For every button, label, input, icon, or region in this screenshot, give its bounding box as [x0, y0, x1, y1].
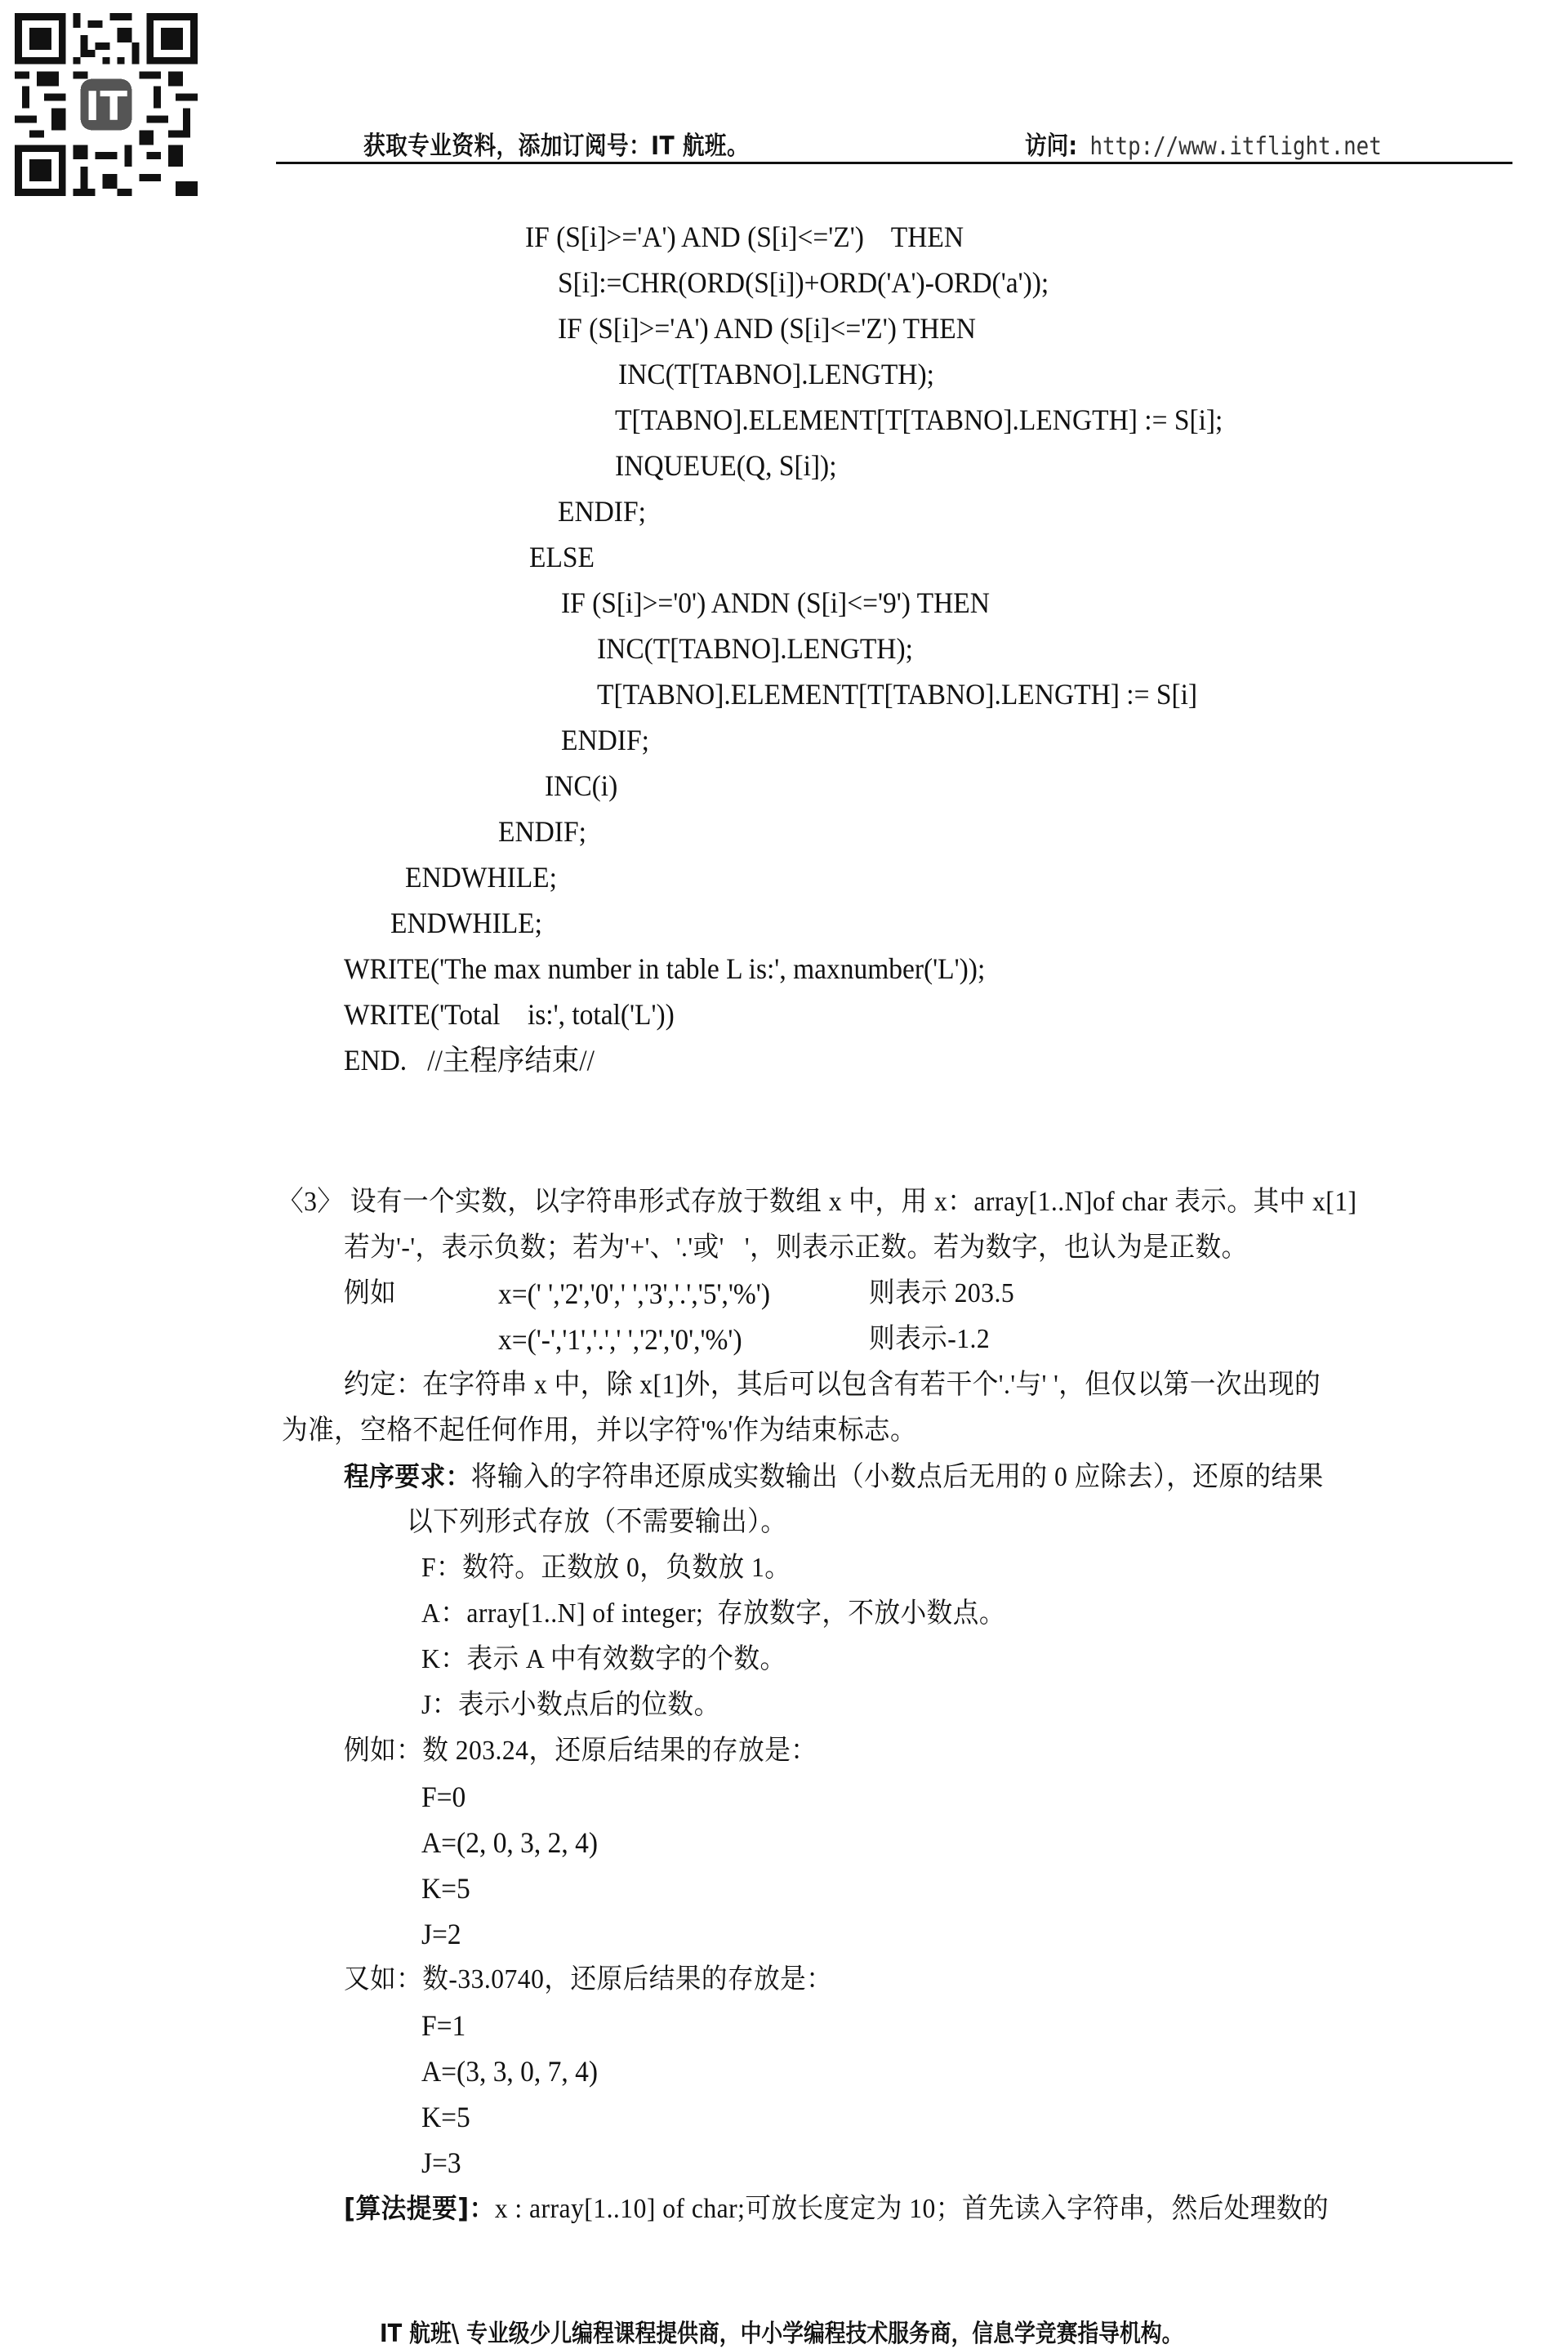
example1-result: 则表示 203.5	[869, 1278, 1015, 1308]
code-line: S[i]:=CHR(ORD(S[i])+ORD('A')-ORD('a'));	[558, 266, 1049, 299]
example-b-value: F=1	[421, 2009, 466, 2042]
requirement-paragraph	[344, 1459, 1324, 1495]
convention-text: 约定：在字符串 x 中，除 x[1]外，其后可以包含有若干个'.'与' '，但仅以第一次出现的	[344, 1370, 1321, 1400]
requirement-text: 将输入的字符串还原成实数输出（小数点后无用的 0 应除去），还原的结果	[470, 1462, 1324, 1492]
code-line: INQUEUE(Q, S[i]);	[615, 449, 837, 482]
code-line: ENDIF;	[558, 495, 646, 528]
requirement-label: 程序要求：	[344, 1460, 471, 1492]
example-b-value: K=5	[421, 2101, 470, 2133]
example-b-value: J=3	[421, 2146, 461, 2179]
problem-intro-cont: 若为'-'，表示负数；若为'+'、'.'或' '，则表示正数。若为数字，也认为是正数。	[344, 1232, 1248, 1263]
code-line: END. //主程序结束//	[344, 1044, 595, 1076]
visit-label: 访问:	[1025, 131, 1077, 161]
algorithm-label: [算法提要]：	[344, 2192, 495, 2224]
header-subscribe-text: 获取专业资料，添加订阅号：IT 航班。	[363, 131, 750, 161]
code-line: IF (S[i]>='A') AND (S[i]<='Z') THEN	[558, 312, 976, 345]
code-line: T[TABNO].ELEMENT[T[TABNO].LENGTH] := S[i]	[597, 678, 1198, 711]
code-line: T[TABNO].ELEMENT[T[TABNO].LENGTH] := S[i];	[615, 403, 1223, 436]
field-j: J：表示小数点后的位数。	[421, 1690, 720, 1720]
qr-code-image	[13, 13, 199, 196]
code-line: INC(T[TABNO].LENGTH);	[618, 358, 934, 390]
code-line: ENDIF;	[561, 724, 649, 756]
example-a-value: K=5	[421, 1872, 470, 1905]
code-line: IF (S[i]>='A') AND (S[i]<='Z') THEN	[525, 221, 964, 253]
example-a-value: A=(2, 0, 3, 2, 4)	[421, 1826, 599, 1859]
field-a: A：array[1..N] of integer; 存放数字，不放小数点。	[421, 1598, 1005, 1629]
field-k: K：表示 A 中有效数字的个数。	[421, 1644, 786, 1674]
convention-text-cont: 为准，空格不起任何作用，并以字符'%'作为结束标志。	[282, 1415, 917, 1446]
code-line: ENDIF;	[498, 815, 586, 848]
example-a-value: J=2	[421, 1918, 461, 1950]
header-visit	[1025, 125, 1382, 162]
example2-result: 则表示-1.2	[869, 1324, 991, 1354]
example-b-title: 又如：数-33.0740，还原后结果的存放是：	[344, 1964, 833, 1995]
code-line: ENDWHILE;	[390, 907, 542, 939]
footer-text: IT 航班\ 专业级少儿编程课程提供商，中小学编程技术服务商，信息学竞赛指导机构。	[380, 2320, 1183, 2348]
example1-expression: x=(' ','2','0',' ','3','.','5','%')	[498, 1277, 770, 1310]
example-a-title: 例如：数 203.24，还原后结果的存放是：	[344, 1736, 817, 1766]
example-b-value: A=(3, 3, 0, 7, 4)	[421, 2055, 599, 2088]
algorithm-paragraph	[344, 2191, 1329, 2227]
problem-intro: 〈3〉 设有一个实数，以字符串形式存放于数组 x 中，用 x：array[1..N]of char 表示。其中 x[1]	[278, 1187, 1357, 1217]
code-line: ELSE	[529, 541, 595, 573]
algorithm-text: x : array[1..10] of char;可放长度定为 10；首先读入字符串，然后处理数的	[494, 2194, 1330, 2224]
qr-logo-text: IT	[85, 82, 127, 130]
website-link[interactable]: http://www.itflight.net	[1089, 132, 1382, 161]
code-line: INC(T[TABNO].LENGTH);	[597, 632, 913, 665]
code-line: WRITE('The max number in table L is:', maxnumber('L'));	[344, 952, 986, 985]
example-label: 例如	[344, 1278, 397, 1308]
example-a-value: F=0	[421, 1781, 466, 1813]
code-line: ENDWHILE;	[405, 861, 557, 894]
header-divider	[276, 162, 1512, 164]
example2-expression: x=('-','1','.',' ','2','0','%')	[498, 1323, 742, 1356]
code-line: INC(i)	[545, 769, 618, 802]
code-line: WRITE('Total is:', total('L'))	[344, 998, 675, 1031]
requirement-text-cont: 以下列形式存放（不需要输出）。	[407, 1507, 787, 1537]
field-f: F：数符。正数放 0，负数放 1。	[421, 1553, 791, 1583]
code-line: IF (S[i]>='0') ANDN (S[i]<='9') THEN	[561, 586, 990, 619]
